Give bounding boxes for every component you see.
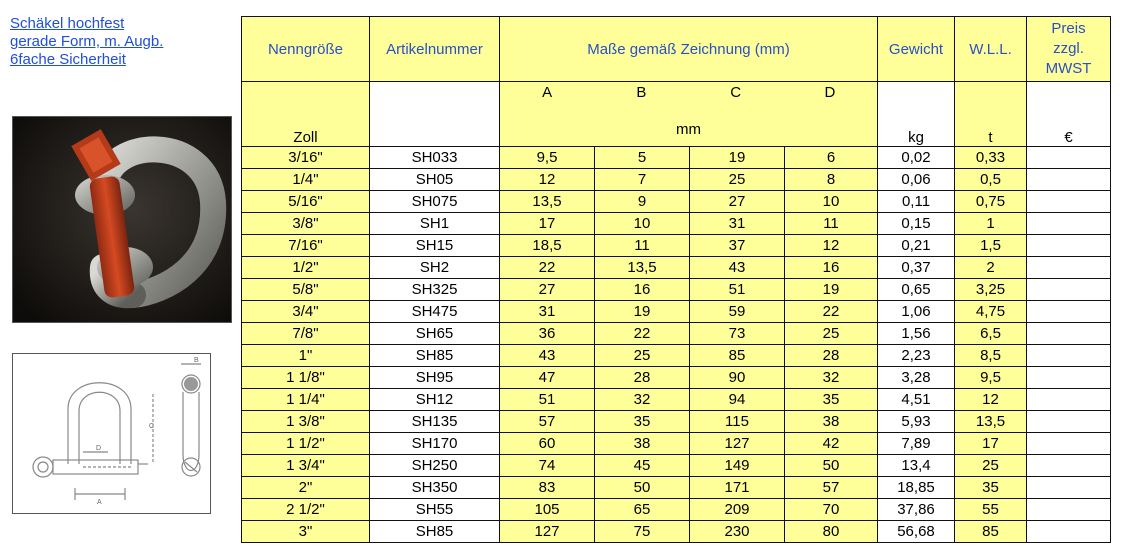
table-row xyxy=(242,389,1111,411)
cell-gewicht: 7,89 xyxy=(878,433,955,455)
cell-c: 19 xyxy=(690,147,785,169)
cell-preis xyxy=(1027,499,1111,521)
table-row xyxy=(242,213,1111,235)
subheader-masse xyxy=(500,82,878,147)
cell-d: 11 xyxy=(785,213,878,235)
cell-wll: 4,75 xyxy=(955,301,1027,323)
cell-nenngroesse: 1 1/8" xyxy=(242,367,370,389)
cell-nenngroesse: 3/8" xyxy=(242,213,370,235)
cell-preis xyxy=(1027,301,1111,323)
header-artikelnummer: Artikelnummer xyxy=(370,17,500,82)
cell-gewicht: 0,02 xyxy=(878,147,955,169)
cell-artikelnummer: SH135 xyxy=(370,411,500,433)
cell-gewicht: 0,21 xyxy=(878,235,955,257)
cell-b: 9 xyxy=(595,191,690,213)
cell-preis xyxy=(1027,433,1111,455)
subheader-mm: mm xyxy=(676,121,701,138)
cell-preis xyxy=(1027,389,1111,411)
cell-b: 5 xyxy=(595,147,690,169)
cell-c: 209 xyxy=(690,499,785,521)
cell-d: 32 xyxy=(785,367,878,389)
shackle-spec-table xyxy=(241,16,1111,543)
drawing-label-d: D xyxy=(96,445,102,452)
subheader-col-c: C xyxy=(730,84,742,101)
cell-b: 25 xyxy=(595,345,690,367)
cell-nenngroesse: 1 1/4" xyxy=(242,389,370,411)
cell-gewicht: 2,23 xyxy=(878,345,955,367)
cell-nenngroesse: 1/2" xyxy=(242,257,370,279)
cell-c: 31 xyxy=(690,213,785,235)
cell-nenngroesse: 1/4" xyxy=(242,169,370,191)
cell-b: 45 xyxy=(595,455,690,477)
cell-wll: 0,75 xyxy=(955,191,1027,213)
cell-nenngroesse: 1 3/8" xyxy=(242,411,370,433)
subheader-artikel-empty xyxy=(370,82,500,147)
table-row xyxy=(242,279,1111,301)
cell-b: 13,5 xyxy=(595,257,690,279)
cell-a: 83 xyxy=(500,477,595,499)
cell-artikelnummer: SH350 xyxy=(370,477,500,499)
cell-c: 85 xyxy=(690,345,785,367)
cell-preis xyxy=(1027,257,1111,279)
cell-nenngroesse: 2 1/2" xyxy=(242,499,370,521)
drawing-label-b: B xyxy=(194,357,199,364)
cell-d: 28 xyxy=(785,345,878,367)
cell-c: 59 xyxy=(690,301,785,323)
cell-b: 11 xyxy=(595,235,690,257)
title-line-2[interactable]: gerade Form, m. Augb. xyxy=(10,33,164,50)
table-row xyxy=(242,147,1111,169)
header-preis-line-1: Preis xyxy=(1051,20,1086,37)
table-row xyxy=(242,499,1111,521)
cell-b: 10 xyxy=(595,213,690,235)
cell-artikelnummer: SH85 xyxy=(370,345,500,367)
cell-artikelnummer: SH250 xyxy=(370,455,500,477)
cell-nenngroesse: 2" xyxy=(242,477,370,499)
cell-a: 74 xyxy=(500,455,595,477)
cell-wll: 85 xyxy=(955,521,1027,543)
table-row xyxy=(242,301,1111,323)
cell-wll: 25 xyxy=(955,455,1027,477)
drawing-label-c: C xyxy=(149,423,155,430)
header-preis-line-2: zzgl. xyxy=(1053,40,1084,57)
cell-c: 27 xyxy=(690,191,785,213)
cell-c: 127 xyxy=(690,433,785,455)
cell-wll: 35 xyxy=(955,477,1027,499)
header-masse: Maße gemäß Zeichnung (mm) xyxy=(500,17,878,82)
cell-preis xyxy=(1027,147,1111,169)
cell-d: 22 xyxy=(785,301,878,323)
cell-nenngroesse: 1 1/2" xyxy=(242,433,370,455)
cell-d: 25 xyxy=(785,323,878,345)
cell-gewicht: 0,37 xyxy=(878,257,955,279)
cell-nenngroesse: 5/8" xyxy=(242,279,370,301)
header-preis-line-3: MWST xyxy=(1045,60,1092,77)
cell-a: 43 xyxy=(500,345,595,367)
table-row xyxy=(242,323,1111,345)
cell-wll: 8,5 xyxy=(955,345,1027,367)
cell-d: 57 xyxy=(785,477,878,499)
cell-wll: 12 xyxy=(955,389,1027,411)
table-row xyxy=(242,411,1111,433)
cell-gewicht: 0,15 xyxy=(878,213,955,235)
subheader-col-a: A xyxy=(542,84,553,101)
cell-gewicht: 0,06 xyxy=(878,169,955,191)
cell-gewicht: 1,06 xyxy=(878,301,955,323)
cell-preis xyxy=(1027,191,1111,213)
table-row xyxy=(242,455,1111,477)
cell-d: 42 xyxy=(785,433,878,455)
table-row xyxy=(242,257,1111,279)
subheader-t: t xyxy=(955,82,1027,147)
cell-gewicht: 0,65 xyxy=(878,279,955,301)
cell-a: 17 xyxy=(500,213,595,235)
cell-b: 32 xyxy=(595,389,690,411)
cell-c: 94 xyxy=(690,389,785,411)
subheader-col-b: B xyxy=(636,84,647,101)
cell-a: 57 xyxy=(500,411,595,433)
cell-preis xyxy=(1027,521,1111,543)
product-title-link[interactable] xyxy=(10,15,230,69)
title-line-3[interactable]: 6fache Sicherheit xyxy=(10,51,126,68)
cell-d: 19 xyxy=(785,279,878,301)
cell-preis xyxy=(1027,455,1111,477)
header-nenngroesse: Nenngröße xyxy=(242,17,370,82)
cell-c: 171 xyxy=(690,477,785,499)
cell-artikelnummer: SH15 xyxy=(370,235,500,257)
cell-gewicht: 1,56 xyxy=(878,323,955,345)
cell-nenngroesse: 7/16" xyxy=(242,235,370,257)
cell-c: 115 xyxy=(690,411,785,433)
cell-preis xyxy=(1027,411,1111,433)
shackle-technical-drawing xyxy=(12,353,211,514)
cell-artikelnummer: SH475 xyxy=(370,301,500,323)
cell-b: 38 xyxy=(595,433,690,455)
drawing-label-a: A xyxy=(97,499,102,506)
cell-c: 149 xyxy=(690,455,785,477)
cell-gewicht: 4,51 xyxy=(878,389,955,411)
cell-d: 50 xyxy=(785,455,878,477)
cell-c: 230 xyxy=(690,521,785,543)
cell-a: 60 xyxy=(500,433,595,455)
cell-b: 35 xyxy=(595,411,690,433)
cell-wll: 55 xyxy=(955,499,1027,521)
cell-gewicht: 0,11 xyxy=(878,191,955,213)
cell-b: 65 xyxy=(595,499,690,521)
cell-artikelnummer: SH55 xyxy=(370,499,500,521)
cell-b: 22 xyxy=(595,323,690,345)
cell-a: 27 xyxy=(500,279,595,301)
cell-artikelnummer: SH170 xyxy=(370,433,500,455)
cell-artikelnummer: SH85 xyxy=(370,521,500,543)
cell-wll: 17 xyxy=(955,433,1027,455)
cell-preis xyxy=(1027,213,1111,235)
cell-a: 18,5 xyxy=(500,235,595,257)
cell-gewicht: 18,85 xyxy=(878,477,955,499)
cell-c: 90 xyxy=(690,367,785,389)
cell-gewicht: 37,86 xyxy=(878,499,955,521)
cell-artikelnummer: SH033 xyxy=(370,147,500,169)
table-row xyxy=(242,521,1111,543)
cell-artikelnummer: SH05 xyxy=(370,169,500,191)
cell-nenngroesse: 3" xyxy=(242,521,370,543)
cell-b: 16 xyxy=(595,279,690,301)
cell-b: 19 xyxy=(595,301,690,323)
title-line-1[interactable]: Schäkel hochfest xyxy=(10,15,125,32)
cell-artikelnummer: SH075 xyxy=(370,191,500,213)
cell-wll: 6,5 xyxy=(955,323,1027,345)
subheader-row xyxy=(242,82,1111,147)
cell-a: 13,5 xyxy=(500,191,595,213)
table-row xyxy=(242,433,1111,455)
cell-preis xyxy=(1027,477,1111,499)
shackle-photo-icon xyxy=(13,117,231,322)
cell-a: 47 xyxy=(500,367,595,389)
cell-preis xyxy=(1027,367,1111,389)
cell-nenngroesse: 5/16" xyxy=(242,191,370,213)
cell-d: 70 xyxy=(785,499,878,521)
table-row xyxy=(242,191,1111,213)
subheader-euro: € xyxy=(1027,82,1111,147)
cell-artikelnummer: SH95 xyxy=(370,367,500,389)
cell-a: 12 xyxy=(500,169,595,191)
table-row xyxy=(242,367,1111,389)
cell-preis xyxy=(1027,235,1111,257)
cell-nenngroesse: 1" xyxy=(242,345,370,367)
cell-b: 50 xyxy=(595,477,690,499)
cell-d: 10 xyxy=(785,191,878,213)
cell-nenngroesse: 7/8" xyxy=(242,323,370,345)
cell-a: 22 xyxy=(500,257,595,279)
cell-d: 38 xyxy=(785,411,878,433)
cell-wll: 0,5 xyxy=(955,169,1027,191)
shackle-photo xyxy=(12,116,232,323)
cell-d: 35 xyxy=(785,389,878,411)
header-preis xyxy=(1027,17,1111,82)
cell-wll: 2 xyxy=(955,257,1027,279)
cell-a: 36 xyxy=(500,323,595,345)
cell-artikelnummer: SH325 xyxy=(370,279,500,301)
cell-b: 28 xyxy=(595,367,690,389)
cell-artikelnummer: SH2 xyxy=(370,257,500,279)
cell-wll: 9,5 xyxy=(955,367,1027,389)
header-gewicht: Gewicht xyxy=(878,17,955,82)
header-row xyxy=(242,17,1111,82)
cell-c: 25 xyxy=(690,169,785,191)
cell-wll: 1 xyxy=(955,213,1027,235)
table-row xyxy=(242,169,1111,191)
cell-nenngroesse: 3/16" xyxy=(242,147,370,169)
cell-preis xyxy=(1027,345,1111,367)
cell-artikelnummer: SH12 xyxy=(370,389,500,411)
cell-preis xyxy=(1027,279,1111,301)
cell-gewicht: 56,68 xyxy=(878,521,955,543)
cell-gewicht: 13,4 xyxy=(878,455,955,477)
cell-artikelnummer: SH65 xyxy=(370,323,500,345)
header-wll: W.L.L. xyxy=(955,17,1027,82)
cell-d: 80 xyxy=(785,521,878,543)
table-row xyxy=(242,235,1111,257)
cell-wll: 0,33 xyxy=(955,147,1027,169)
cell-wll: 13,5 xyxy=(955,411,1027,433)
cell-nenngroesse: 1 3/4" xyxy=(242,455,370,477)
cell-a: 51 xyxy=(500,389,595,411)
cell-c: 43 xyxy=(690,257,785,279)
cell-b: 7 xyxy=(595,169,690,191)
table-row xyxy=(242,477,1111,499)
shackle-technical-drawing-icon xyxy=(13,354,210,513)
cell-gewicht: 3,28 xyxy=(878,367,955,389)
cell-c: 37 xyxy=(690,235,785,257)
cell-a: 105 xyxy=(500,499,595,521)
cell-wll: 3,25 xyxy=(955,279,1027,301)
cell-c: 73 xyxy=(690,323,785,345)
cell-preis xyxy=(1027,169,1111,191)
table-body xyxy=(242,147,1111,543)
cell-b: 75 xyxy=(595,521,690,543)
cell-artikelnummer: SH1 xyxy=(370,213,500,235)
cell-d: 8 xyxy=(785,169,878,191)
cell-d: 6 xyxy=(785,147,878,169)
subheader-kg: kg xyxy=(878,82,955,147)
cell-d: 16 xyxy=(785,257,878,279)
cell-d: 12 xyxy=(785,235,878,257)
cell-nenngroesse: 3/4" xyxy=(242,301,370,323)
cell-preis xyxy=(1027,323,1111,345)
cell-c: 51 xyxy=(690,279,785,301)
cell-wll: 1,5 xyxy=(955,235,1027,257)
cell-a: 127 xyxy=(500,521,595,543)
table-row xyxy=(242,345,1111,367)
subheader-zoll: Zoll xyxy=(242,82,370,147)
subheader-col-d: D xyxy=(824,84,836,101)
cell-a: 31 xyxy=(500,301,595,323)
cell-a: 9,5 xyxy=(500,147,595,169)
cell-gewicht: 5,93 xyxy=(878,411,955,433)
